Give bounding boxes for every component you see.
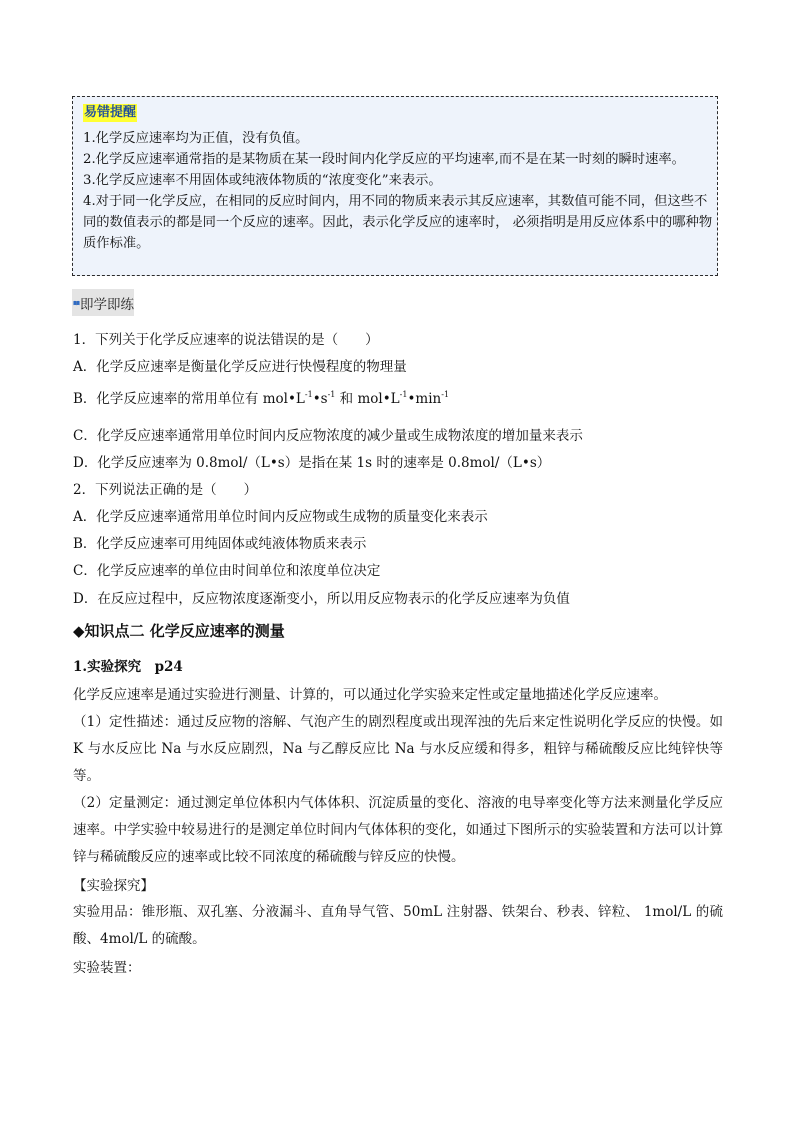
q1-b-text: •s bbox=[312, 391, 328, 407]
materials-paragraph: 实验用品：锥形瓶、双孔塞、分液漏斗、直角导气管、50mL 注射器、铁架台、秒表、锌粒、 1mol/L 的硫酸、4mol/L 的硫酸。 bbox=[73, 904, 723, 947]
subsection-title: 1.实验探究 p24 bbox=[73, 659, 183, 675]
q1-stem: 1．下列关于化学反应速率的说法错误的是（ ） bbox=[73, 332, 379, 348]
tip-line-1: 1.化学反应速率均为正值，没有负值。 bbox=[83, 131, 309, 146]
experiment-heading: 【实验探究】 bbox=[73, 878, 154, 894]
q2-option-b: B．化学反应速率可用纯固体或纯液体物质来表示 bbox=[73, 536, 367, 552]
practice-label: 即学即练 bbox=[80, 296, 134, 313]
q2-option-c: C．化学反应速率的单位由时间单位和浓度单位决定 bbox=[73, 563, 381, 579]
book-icon bbox=[73, 292, 80, 314]
q1-option-a: A．化学反应速率是衡量化学反应进行快慢程度的物理量 bbox=[73, 359, 407, 375]
practice-badge bbox=[72, 289, 134, 316]
q1-option-b bbox=[73, 389, 449, 409]
q2-stem: 2．下列说法正确的是（ ） bbox=[73, 482, 258, 498]
section-paragraph-1: 化学反应速率是通过实验进行测量、计算的，可以通过化学实验来定性或定量地描述化学反应速率。 bbox=[73, 687, 667, 703]
q2-option-d: D．在反应过程中，反应物浓度逐渐变小，所以用反应物表示的化学反应速率为负值 bbox=[73, 591, 570, 607]
q1-b-sup: -1 bbox=[399, 390, 408, 399]
section-title: ◆知识点二 化学反应速率的测量 bbox=[73, 622, 285, 640]
tip-line-3: 3.化学反应速率不用固体或纯液体物质的“浓度变化”来表示。 bbox=[83, 173, 442, 188]
apparatus-label: 实验装置： bbox=[73, 960, 141, 976]
section-paragraph-2: （1）定性描述：通过反应物的溶解、气泡产生的剧烈程度或出现浑浊的先后来定性说明化学反应的快慢。如 K 与水反应比 Na 与水反应剧烈，Na 与乙醇反应比 Na 与水反应缓和得多，粗锌与稀硫酸反应比纯锌快等等。 bbox=[73, 714, 723, 784]
q1-b-sup: -1 bbox=[304, 390, 313, 399]
tip-box bbox=[72, 96, 718, 276]
q1-b-sup: -1 bbox=[441, 390, 450, 399]
tip-line-4: 4.对于同一化学反应，在相同的反应时间内，用不同的物质来表示其反应速率，其数值可能不同，但这些不同的数值表示的都是同一个反应的速率。因此，表示化学反应的速率时， 必须指明是用反应体系中的哪种物质作标准。 bbox=[83, 194, 713, 251]
q1-b-text: •min bbox=[407, 391, 442, 407]
q2-option-a: A．化学反应速率通常用单位时间内反应物或生成物的质量变化来表示 bbox=[73, 509, 488, 525]
q1-b-text: B．化学反应速率的常用单位有 mol•L bbox=[73, 391, 305, 407]
tip-line-2: 2.化学反应速率通常指的是某物质在某一段时间内化学反应的平均速率,而不是在某一时刻的瞬时速率。 bbox=[83, 152, 685, 167]
q1-option-d: D．化学反应速率为 0.8mol/（L•s）是指在某 1s 时的速率是 0.8mol/（L•s） bbox=[73, 455, 551, 471]
section-paragraph-3: （2）定量测定：通过测定单位体积内气体体积、沉淀质量的变化、溶液的电导率变化等方法来测量化学反应速率。中学实验中较易进行的是测定单位时间内气体体积的变化，如通过下图所示的实验装置和方法可以计算锌与稀硫酸反应的速率或比较不同浓度的稀硫酸与锌反应的快慢。 bbox=[73, 795, 723, 865]
q1-b-sup: -1 bbox=[327, 390, 336, 399]
q1-option-c: C．化学反应速率通常用单位时间内反应物浓度的减少量或生成物浓度的增加量来表示 bbox=[73, 428, 583, 444]
q1-b-text: 和 mol•L bbox=[335, 391, 400, 407]
tip-title: 易错提醒 bbox=[84, 105, 137, 120]
